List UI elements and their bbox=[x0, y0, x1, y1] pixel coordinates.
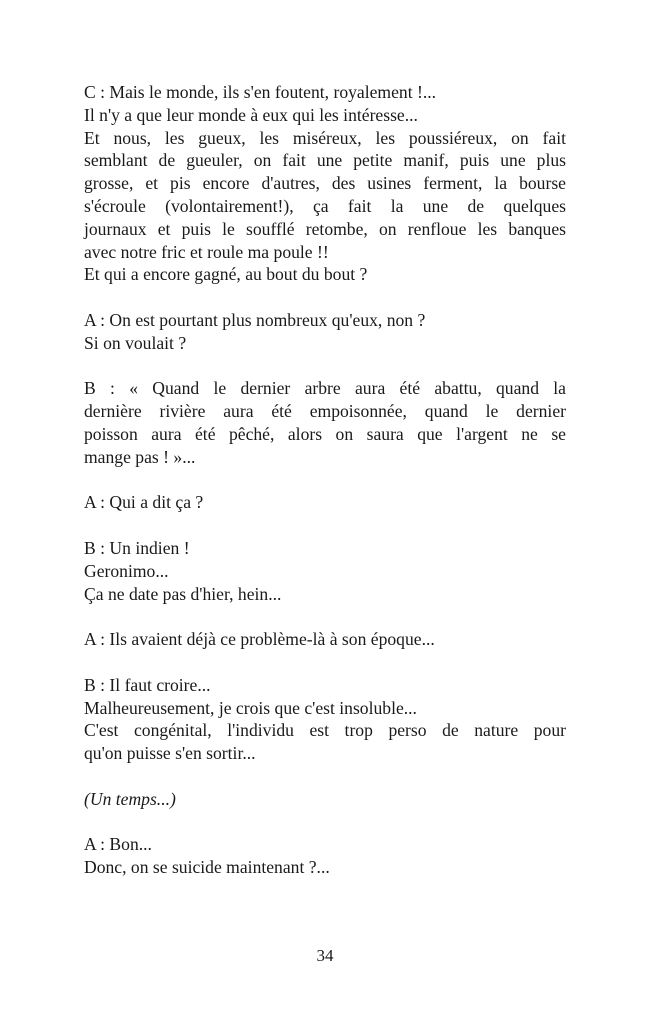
text-line: C : Mais le monde, ils s'en foutent, royalement !... bbox=[84, 82, 437, 102]
page-number: 34 bbox=[316, 946, 334, 965]
text-line: mange pas ! »... bbox=[84, 446, 196, 467]
text-line: A : On est pourtant plus nombreux qu'eux, non ? bbox=[84, 309, 426, 330]
text-line: Si on voulait ? bbox=[84, 332, 187, 353]
text-line: A : Bon... bbox=[84, 834, 152, 855]
text-line: Il n'y a que leur monde à eux qui les intéresse... bbox=[84, 104, 418, 125]
text-line: semblant de gueuler, on fait une petite manif, puis une plus bbox=[84, 150, 566, 171]
text-line: Et qui a encore gagné, au bout du bout ? bbox=[84, 264, 368, 285]
dialogue-paragraph bbox=[84, 628, 566, 651]
text-line: A : Qui a dit ça ? bbox=[84, 492, 204, 513]
dialogue-paragraph bbox=[84, 491, 566, 514]
text-line: avec notre fric et roule ma poule !! bbox=[84, 241, 329, 262]
text-line: Malheureusement, je crois que c'est insoluble... bbox=[84, 697, 417, 718]
text-line: Geronimo... bbox=[84, 560, 169, 581]
dialogue-paragraph bbox=[84, 309, 566, 355]
text-line: qu'on puisse s'en sortir... bbox=[84, 743, 256, 764]
dialogue-paragraph bbox=[84, 833, 566, 879]
stage-direction bbox=[84, 788, 566, 811]
text-line: journaux et puis le soufflé retombe, on renfloue les banques bbox=[84, 218, 566, 239]
text-line: C'est congénital, l'individu est trop perso de nature pour bbox=[84, 720, 566, 741]
dialogue-paragraph bbox=[84, 537, 566, 605]
text-line: B : « Quand le dernier arbre aura été abattu, quand la bbox=[84, 378, 566, 399]
stage-direction-text: (Un temps...) bbox=[84, 788, 176, 809]
text-line: s'écroule (volontairement!), ça fait la une de quelques bbox=[84, 195, 566, 216]
dialogue-paragraph bbox=[84, 674, 566, 765]
text-line: A : Ils avaient déjà ce problème-là à son époque... bbox=[84, 629, 435, 650]
page-body bbox=[84, 81, 566, 902]
text-line: Donc, on se suicide maintenant ?... bbox=[84, 857, 330, 878]
text-line: B : Un indien ! bbox=[84, 537, 190, 558]
text-line: Et nous, les gueux, les miséreux, les poussiéreux, on fait bbox=[84, 127, 566, 148]
text-line: Ça ne date pas d'hier, hein... bbox=[84, 583, 282, 604]
dialogue-paragraph bbox=[84, 377, 566, 468]
text-line: poisson aura été pêché, alors on saura que l'argent ne se bbox=[84, 423, 566, 444]
text-line: dernière rivière aura été empoisonnée, quand le dernier bbox=[84, 401, 566, 422]
dialogue-paragraph bbox=[84, 81, 566, 286]
text-line: grosse, et pis encore d'autres, des usines ferment, la bourse bbox=[84, 173, 566, 194]
text-line: B : Il faut croire... bbox=[84, 674, 211, 695]
